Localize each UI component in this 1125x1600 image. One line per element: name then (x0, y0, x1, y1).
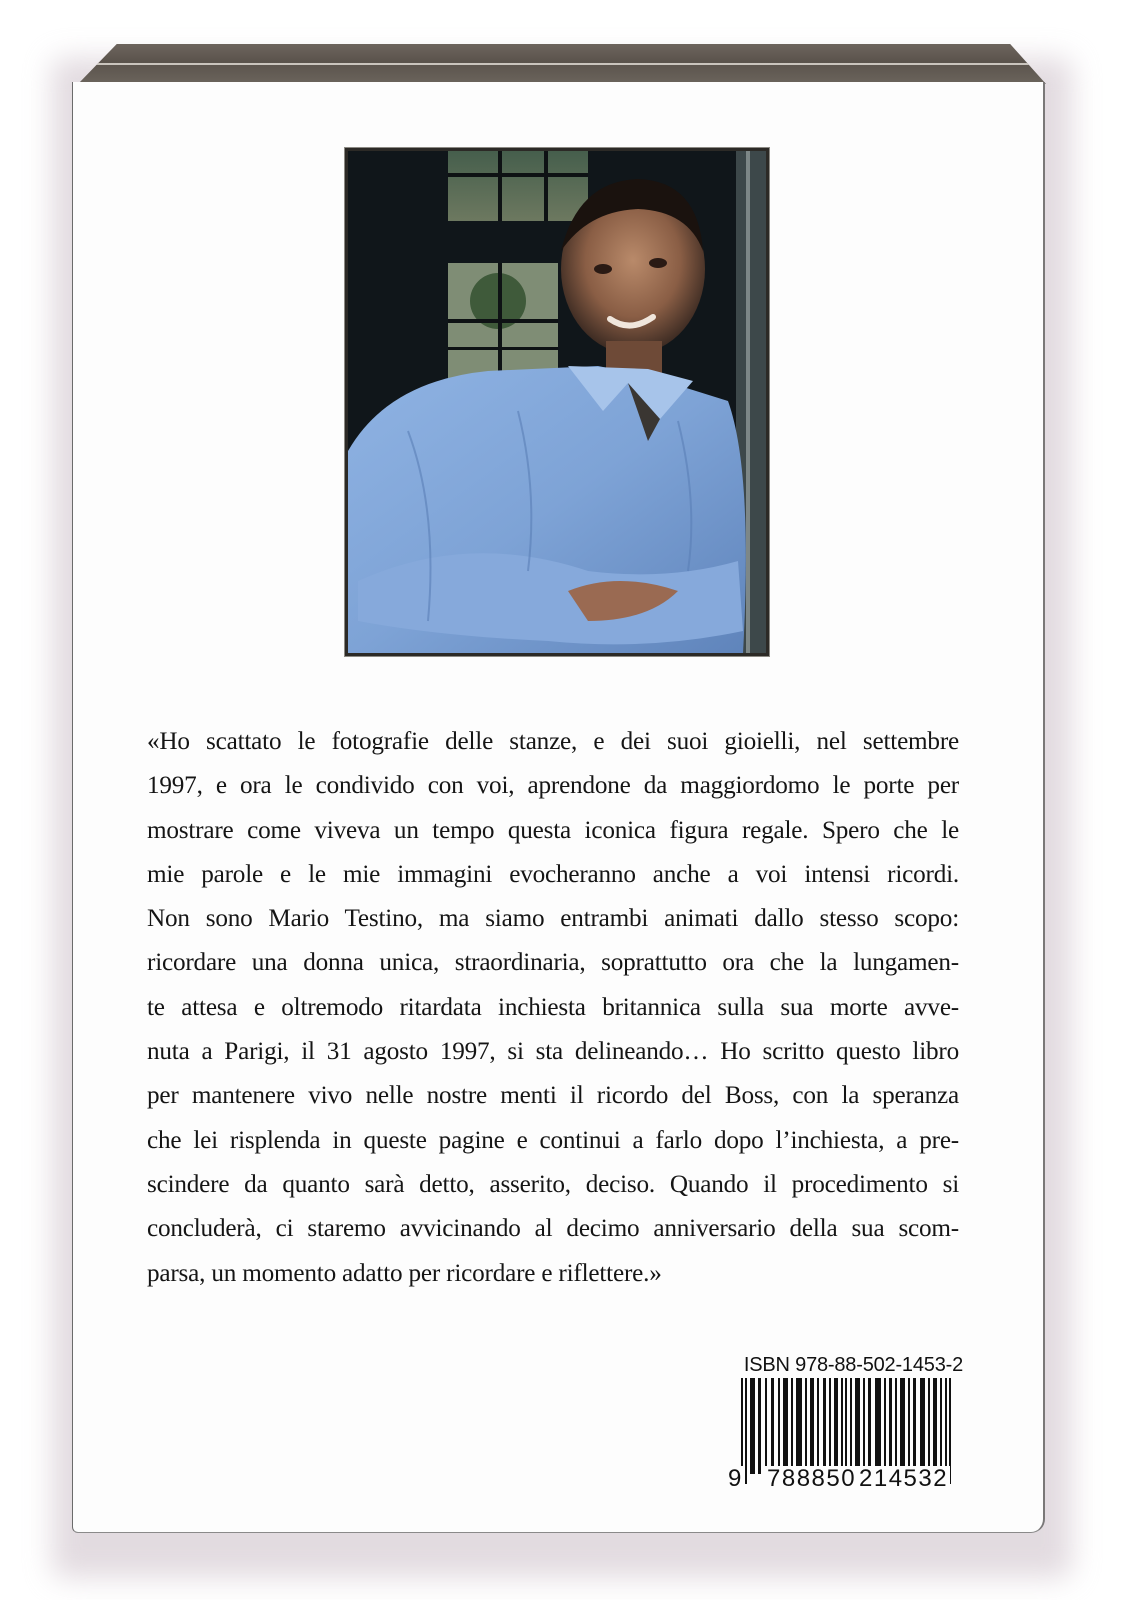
blurb-line: che lei risplenda in queste pagine e continui a farlo dopo l’inchiesta, a pre- (147, 1126, 959, 1154)
back-cover-blurb (147, 720, 959, 1296)
barcode (723, 1378, 963, 1490)
blurb-line: nuta a Parigi, il 31 agosto 1997, si sta delineando… Ho scritto questo libro (147, 1038, 959, 1066)
blurb-line: mie parole e le mie immagini evocheranno anche a voi intensi ricordi. (147, 860, 959, 888)
blurb-line: concluderà, ci staremo avvicinando al decimo anniversario della sua scom- (147, 1215, 959, 1243)
blurb-line: per mantenere vivo nelle nostre menti il ricordo del Boss, con la speranza (147, 1082, 959, 1110)
blurb-line: scindere da quanto sarà detto, asserito, deciso. Quando il procedimento si (147, 1170, 959, 1198)
book-page-edges (78, 44, 1046, 84)
blurb-line: te attesa e oltremodo ritardata inchiesta britannica sulla sua morte avve- (147, 993, 959, 1021)
isbn-barcode-block (723, 1354, 963, 1490)
blurb-line: ricordare una donna unica, straordinaria, soprattutto ora che la lungamen- (147, 949, 959, 977)
author-photo-image (348, 151, 766, 653)
blurb-line: Non sono Mario Testino, ma siamo entrambi animati dallo stesso scopo: (147, 905, 959, 933)
barcode-digits-right: 214532 (859, 1465, 949, 1492)
barcode-digits-left: 788850 (767, 1465, 857, 1492)
blurb-line: «Ho scattato le fotografie delle stanze, e dei suoi gioielli, nel settembre (147, 728, 959, 755)
barcode-digit-first: 9 (725, 1466, 744, 1492)
blurb-line: parsa, un momento adatto per ricordare e riflettere.» (147, 1259, 662, 1287)
blurb-line: 1997, e ora le condivido con voi, aprendone da maggiordomo le porte per (147, 772, 959, 800)
blurb-line: mostrare come viveva un tempo questa iconica figura regale. Spero che le (147, 816, 959, 844)
author-photo (345, 148, 769, 656)
page-edge-line (88, 63, 1042, 65)
book-back-cover (72, 82, 1045, 1533)
isbn-label: ISBN 978-88-502-1453-2 (743, 1354, 963, 1376)
